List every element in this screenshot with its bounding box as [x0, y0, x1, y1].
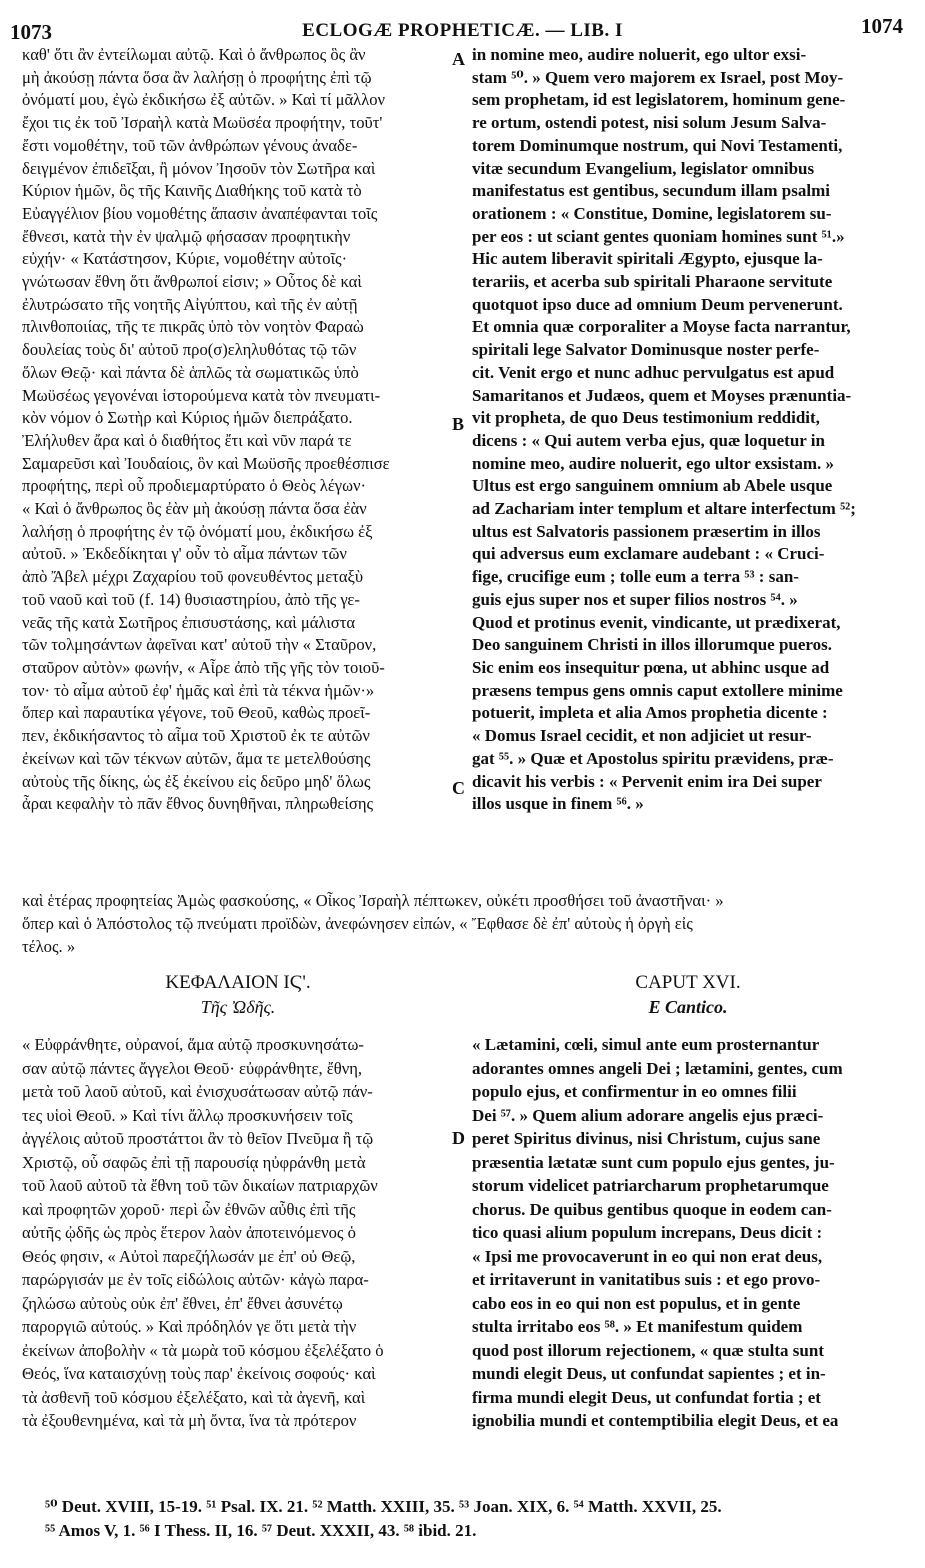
latin-chapter-title: CAPUT XVI.	[635, 972, 741, 993]
greek-text-line: Σαμαρεῦσι καὶ Ἰουδαίοις, ὃν καὶ Μωϋσῆς προεθέσπισε	[22, 453, 390, 473]
latin-text-line: Et omnia quæ corporaliter a Moyse facta narrantur,	[472, 317, 851, 337]
greek-text-line: ἐλυτρώσατο τῆς νοητῆς Αἰγύπτου, καὶ τῆς ἐν αὐτῇ	[22, 294, 358, 314]
greek-text-line: δειγμένον ἐπιδεῖξαι, ἢ μόνον Ἰησοῦν τὸν Σωτῆρα καὶ	[22, 158, 376, 178]
latin-text-line: sem prophetam, id est legislatorem, hominum gene-	[472, 90, 846, 110]
greek-text-line: εὐχήν· « Κατάστησον, Κύριε, νομοθέτην αὐτοῖς·	[22, 249, 348, 269]
latin-text-line: præsens tempus gens omnis caput extollere minime	[472, 680, 843, 700]
greek-text-line: ὅλων Θεῷ· καὶ πάντα δὲ ἁπλῶς τὰ σωματικῶς ὑπὸ	[22, 362, 359, 382]
latin-text-line: potuerit, impleta et alia Amos prophetia dicente :	[472, 703, 828, 723]
greek-text-line: τὰ ἐξουθενημένα, καὶ τὰ μὴ ὄντα, ἵνα τὰ πρότερον	[22, 1411, 357, 1430]
latin-text-line: cit. Venit ergo et nunc adhuc pervulgatus est apud	[472, 362, 835, 382]
greek-text-line: τες υἱοὶ Θεοῦ. » Καὶ τίνι ἄλλῳ προσκυνήσειν τοῖς	[22, 1105, 353, 1125]
greek-text-line: πεν, ἐκδικήσαντος τὸ αἷμα τοῦ Χριστοῦ ἐκ τε αὐτῶν	[22, 726, 370, 746]
page-number-left: 1073	[10, 20, 52, 44]
latin-text-line: Sic enim eos insequitur pœna, ut abhinc usque ad	[472, 657, 830, 677]
latin-text-line: re ortum, ostendi potest, nisi solum Jesum Salva-	[472, 113, 827, 133]
latin-text-line: « Domus Israel cecidit, et non adjiciet ut resur-	[472, 726, 812, 746]
latin-text-line: per eos : ut sciant gentes quoniam homines sunt ⁵¹.»	[472, 226, 845, 246]
greek-text-line: τὰ ἀσθενῆ τοῦ κόσμου ἐξελέξατο, καὶ τὰ ἀγενῆ, καὶ	[22, 1387, 366, 1407]
greek-text-line: Θεός, ἵνα καταισχύνῃ τοὺς παρ' ἐκείνοις σοφούς· καὶ	[22, 1364, 376, 1383]
greek-text-line: Θεός φησιν, « Αὐτοὶ παρεζήλωσάν με ἐπ' οὐ Θεῷ,	[22, 1246, 356, 1266]
footnotes	[45, 1495, 905, 1543]
greek-chapter-title: ΚΕΦΑΛΑΙΟΝ ΙϚ'.	[165, 972, 311, 993]
full-width-line: ὅπερ καὶ ὁ Ἀπόστολος τῷ πνεύματι προϊδὼν, ἀνεφώνησεν εἰπών, « Ἔφθασε δὲ ἐπ' αὐτοὺς ἡ ὀργὴ εἰς	[22, 914, 693, 933]
greek-text-line: τον· τὸ αἷμα αὐτοῦ ἐφ' ἡμᾶς καὶ ἐπὶ τὰ τέκνα ἡμῶν·»	[22, 680, 375, 700]
greek-text-line: σαν αὐτῷ πάντες ἄγγελοι Θεοῦ· εὐφράνθητε, ἔθνη,	[22, 1058, 363, 1078]
greek-column-bottom	[22, 1033, 454, 1433]
greek-text-line: Εὐαγγέλιον βίου νομοθέτης ἅπασιν ἀναπέφανται τοῖς	[22, 203, 378, 223]
latin-text-line: guis ejus super nos et super filios nostros ⁵⁴. »	[472, 589, 798, 609]
greek-text-line: μὴ ἀκούσῃ πάντα ὅσα ἂν λαλήσῃ ὁ προφήτης ἐπὶ τῷ	[22, 67, 372, 87]
latin-text-line: vit propheta, de quo Deus testimonium reddidit,	[472, 408, 820, 428]
latin-text-line: Ultus est ergo sanguinem omnium ab Abele usque	[472, 476, 833, 496]
page-number-right: 1074	[861, 14, 903, 38]
latin-text-line: adorantes omnes angeli Dei ; lætamini, gentes, cum	[472, 1058, 843, 1078]
latin-text-line: torem Dominumque nostrum, qui Novi Testamenti,	[472, 135, 843, 155]
latin-text-line: in nomine meo, audire noluerit, ego ultor exsi-	[472, 45, 807, 64]
latin-text-line: stam ⁵⁰. » Quem vero majorem ex Israel, post Moy-	[472, 67, 844, 87]
greek-column-top	[22, 44, 454, 816]
latin-text-line: vitæ secundum Evangelium, legislator omnibus	[472, 158, 815, 178]
latin-text-line: manifestatus est gentibus, secundum illam psalmi	[472, 181, 830, 201]
greek-text-line: καθ' ὅτι ἂν ἐντείλωμαι αὐτῷ. Καὶ ὁ ἄνθρωπος ὃς ἂν	[22, 45, 366, 64]
greek-text-line: μετὰ τοῦ λαοῦ αὐτοῦ, καὶ ἐνισχυσάτωσαν αὐτῷ πάν-	[22, 1082, 373, 1101]
latin-column-bottom	[472, 1033, 904, 1433]
greek-text-line: ζηλώσω αὐτοὺς οὐκ ἐπ' ἔθνει, ἐπ' ἔθνει ἀσυνέτῳ	[22, 1293, 343, 1313]
greek-text-line: προφήτης, περὶ οὗ προδιεμαρτύρατο ὁ Θεὸς λέγων·	[22, 476, 367, 496]
latin-text-line: Dei ⁵⁷. » Quem alium adorare angelis ejus præci-	[472, 1105, 824, 1125]
latin-text-line: chorus. De quibus gentibus quoque in eodem can-	[472, 1199, 832, 1219]
latin-text-line: illos usque in finem ⁵⁶. »	[472, 794, 644, 814]
greek-text-line: καὶ προφητῶν χοροῦ· περὶ ὧν ἐθνῶν αὖθις ἐπὶ τῆς	[22, 1199, 356, 1219]
greek-text-line: ὀνόματί μου, ἐγὼ ἐκδικήσω ἐξ αὐτῶν. » Καὶ τί μᾶλλον	[22, 90, 386, 110]
latin-column-top	[472, 44, 904, 816]
greek-text-line: αὐτῆς ᾠδῆς ὡς πρὸς ἕτερον λαὸν ἀποτεινόμενος ὁ	[22, 1223, 356, 1242]
greek-text-line: κὸν νόμον ὁ Σωτὴρ καὶ Κύριος ἡμῶν διεπράξατο.	[22, 408, 353, 428]
greek-text-line: ἔχοι τις ἐκ τοῦ Ἰσραὴλ κατὰ Μωϋσέα προφήτην, τοῦτ'	[22, 113, 383, 133]
latin-text-line: orationem : « Constitue, Domine, legislatorem su-	[472, 203, 832, 223]
margin-marker-c: C	[452, 778, 465, 798]
greek-text-line: Μωϋσέως γεγονέναι ἱστορούμενα κατὰ τὸν πνευματι-	[22, 385, 381, 405]
latin-text-line: quotquot ipso duce ad omnium Deum pervenerunt.	[472, 294, 843, 314]
greek-chapter-subtitle: Τῆς Ὠδῆς.	[200, 997, 276, 1017]
latin-text-line: et irritaverunt in vanitatibus suis : et ego provo-	[472, 1270, 821, 1289]
greek-text-line: γνώτωσαν ἔθνη ὅτι ἄνθρωποί εἰσιν; » Οὗτος δὲ καὶ	[22, 272, 362, 292]
greek-text-line: ἀπὸ Ἄβελ μέχρι Ζαχαρίου τοῦ φονευθέντος μεταξὺ	[22, 567, 364, 587]
latin-text-line: populo ejus, et confirmentur in eo omnes filii	[472, 1082, 797, 1101]
greek-text-line: ἐκείνων καὶ τῶν τέκνων αὐτῶν, ἅμα τε μετελθούσης	[22, 748, 371, 768]
latin-text-line: « Ipsi me provocaverunt in eo qui non erat deus,	[472, 1246, 823, 1266]
latin-text-line: ad Zachariam inter templum et altare interfectum ⁵²;	[472, 499, 856, 519]
greek-text-line: ἔθνεσι, κατὰ τὴν ἐν ψαλμῷ φήσασαν προφητικὴν	[22, 226, 351, 246]
greek-text-line: παρώργισάν με ἐν τοῖς εἰδώλοις αὐτῶν· κἀγὼ παρα-	[22, 1270, 369, 1289]
margin-marker-b: B	[452, 414, 465, 434]
latin-text-line: Quod et protinus evenit, vindicante, ut prædixerat,	[472, 612, 841, 632]
page-header	[0, 14, 925, 44]
margin-marker-a: A	[452, 49, 465, 69]
latin-text-line: tico quasi alium populum increpans, Deus dicit :	[472, 1223, 823, 1242]
greek-text-line: τοῦ λαοῦ αὐτοῦ τὰ ἔθνη τοῦ τῶν δικαίων πατριαρχῶν	[22, 1176, 378, 1195]
greek-text-line: « Εὐφράνθητε, οὐρανοί, ἅμα αὐτῷ προσκυνησάτω-	[22, 1035, 364, 1054]
latin-chapter-subtitle: E Cantico.	[648, 997, 728, 1017]
latin-text-line: peret Spiritus divinus, nisi Christum, cujus sane	[472, 1129, 821, 1148]
full-width-line: τέλος. »	[22, 937, 76, 956]
latin-text-line: cabo eos in eo qui non est populus, et in gente	[472, 1293, 801, 1313]
greek-text-line: ἀγγέλοις αὐτοῦ προστάττοι ἂν τὸ θεῖον Πνεῦμα ἢ τῷ	[22, 1129, 374, 1148]
greek-text-line: παροργιῶ αὐτούς. » Καὶ πρόδηλόν γε ὅτι μετὰ τὴν	[22, 1317, 357, 1336]
latin-text-line: qui adversus eum exclamare audebant : « Cruci-	[472, 544, 825, 564]
greek-text-line: Κύριον ἡμῶν, ὃς τῆς Καινῆς Διαθήκης τοῦ κατὰ τὸ	[22, 181, 362, 201]
latin-text-line: ignobilia mundi et contemptibilia elegit Deus, et ea	[472, 1411, 839, 1430]
greek-text-line: « Καὶ ὁ ἄνθρωπος ὃς ἐὰν μὴ ἀκούσῃ πάντα ὅσα ἐὰν	[22, 499, 367, 519]
greek-text-line: λαλήσῃ ὁ προφήτης ἐν τῷ ὀνόματί μου, ἐκδικήσω ἐξ	[22, 521, 373, 541]
greek-text-line: δουλείας τοὺς δι' αὐτοῦ προ(σ)εληλυθότας τῷ τῶν	[22, 340, 357, 360]
greek-text-line: νεᾶς τῆς κατὰ Σωτῆρος ἐπισυστάσης, καὶ μάλιστα	[22, 612, 356, 632]
footnote-line: ⁵⁵ Amos V, 1. ⁵⁶ I Thess. II, 16. ⁵⁷ Deut. XXXII, 43. ⁵⁸ ibid. 21.	[45, 1521, 477, 1540]
latin-text-line: ultus est Salvatoris passionem præsertim in illos	[472, 521, 821, 541]
latin-text-line: spiritali lege Salvator Dominusque noster perfe-	[472, 340, 820, 360]
margin-marker-d: D	[452, 1128, 465, 1148]
latin-text-line: præsentia lætatæ sunt cum populo ejus gentes, ju-	[472, 1152, 835, 1172]
greek-text-line: πλινθοποιίας, τῆς τε πικρᾶς ὑπὸ τὸν νοητὸν Φαραὼ	[22, 317, 364, 337]
latin-text-line: firma mundi elegit Deus, ut confundat fortia ; et	[472, 1387, 821, 1407]
latin-text-line: fige, crucifige eum ; tolle eum a terra ⁵³ : san-	[472, 567, 799, 587]
greek-text-line: ἐκείνων ἀποβολὴν « τὰ μωρὰ τοῦ κόσμου ἐξελέξατο ὁ	[22, 1340, 384, 1360]
latin-text-line: terariis, et acerba sub spiritali Pharaone servitute	[472, 272, 833, 292]
latin-text-line: storum videlicet patriarcharum prophetarumque	[472, 1176, 829, 1195]
greek-text-line: ὅπερ καὶ παραυτίκα γέγονε, τοῦ Θεοῦ, καθὼς προεῖ-	[22, 703, 371, 723]
greek-text-line: τοῦ ναοῦ καὶ τοῦ (f. 14) θυσιαστηρίου, ἀπὸ τῆς γε-	[22, 589, 360, 609]
latin-text-line: Deo sanguinem Christi in illos illorumque pueros.	[472, 635, 833, 655]
full-width-line: καὶ ἑτέρας προφητείας Ἀμὼς φασκούσης, « Οἶκος Ἰσραὴλ πέπτωκεν, οὐκέτι προσθήσει τοῦ ἀναστῆναι· »	[22, 891, 724, 910]
footnote-line: ⁵⁰ Deut. XVIII, 15-19. ⁵¹ Psal. IX. 21. ⁵² Matth. XXIII, 35. ⁵³ Joan. XIX, 6. ⁵⁴ Matth. XXVII, 25.	[45, 1497, 722, 1516]
greek-text-line: αὐτοὺς τῆς δίκης, ὡς ἐξ ἐκείνου εἰς δεῦρο μηδ' ὅλως	[22, 771, 371, 791]
latin-text-line: Hic autem liberavit spiritali Ægypto, ejusque la-	[472, 249, 823, 269]
latin-text-line: Samaritanos et Judæos, quem et Moyses prænuntia-	[472, 385, 852, 405]
latin-text-line: dicavit his verbis : « Pervenit enim ira Dei super	[472, 771, 822, 791]
greek-text-line: ἔστι νομοθέτην, τοῦ τῶν ἀνθρώπων γένους ἀναδε-	[22, 135, 358, 155]
greek-text-line: τῶν τολμησάντων ἀφεῖναι κατ' αὐτοῦ τὴν « Σταῦρον,	[22, 635, 377, 655]
latin-text-line: nomine meo, audire noluerit, ego ultor exsistam. »	[472, 453, 835, 473]
running-title: ECLOGÆ PROPHETICÆ. — LIB. I	[302, 20, 623, 41]
greek-text-line: Ἐλήλυθεν ἄρα καὶ ὁ διαθήτος ἔτι καὶ νῦν παρά τε	[22, 430, 352, 450]
latin-text-line: « Lætamini, cœli, simul ante eum prosternantur	[472, 1035, 820, 1054]
latin-text-line: mundi elegit Deus, ut confundat sapientes ; et in-	[472, 1364, 826, 1383]
latin-text-line: dicens : « Qui autem verba ejus, quæ loquetur in	[472, 430, 825, 450]
greek-text-line: ἆραι κεφαλὴν τὸ πᾶν ἔθνος δυνηθῆναι, πληρωθείσης	[22, 794, 374, 814]
greek-text-line: Χριστῷ, οὗ σαφῶς ἐπὶ τῇ παρουσίᾳ ηὐφράνθη μετὰ	[22, 1152, 366, 1172]
greek-text-line: αὐτοῦ. » Ἐκδεδίκηται γ' οὖν τὸ αἷμα πάντων τῶν	[22, 544, 347, 564]
greek-text-line: σταῦρον αὐτὸν» φωνήν, « Αἶρε ἀπὸ τῆς γῆς τὸν τοιοῦ-	[22, 657, 385, 677]
latin-text-line: stulta irritabo eos ⁵⁸. » Et manifestum quidem	[472, 1317, 803, 1336]
latin-text-line: gat ⁵⁵. » Quæ et Apostolus spiritu prævidens, præ-	[472, 748, 834, 768]
latin-text-line: quod post illorum rejectionem, « quæ stulta sunt	[472, 1340, 824, 1360]
